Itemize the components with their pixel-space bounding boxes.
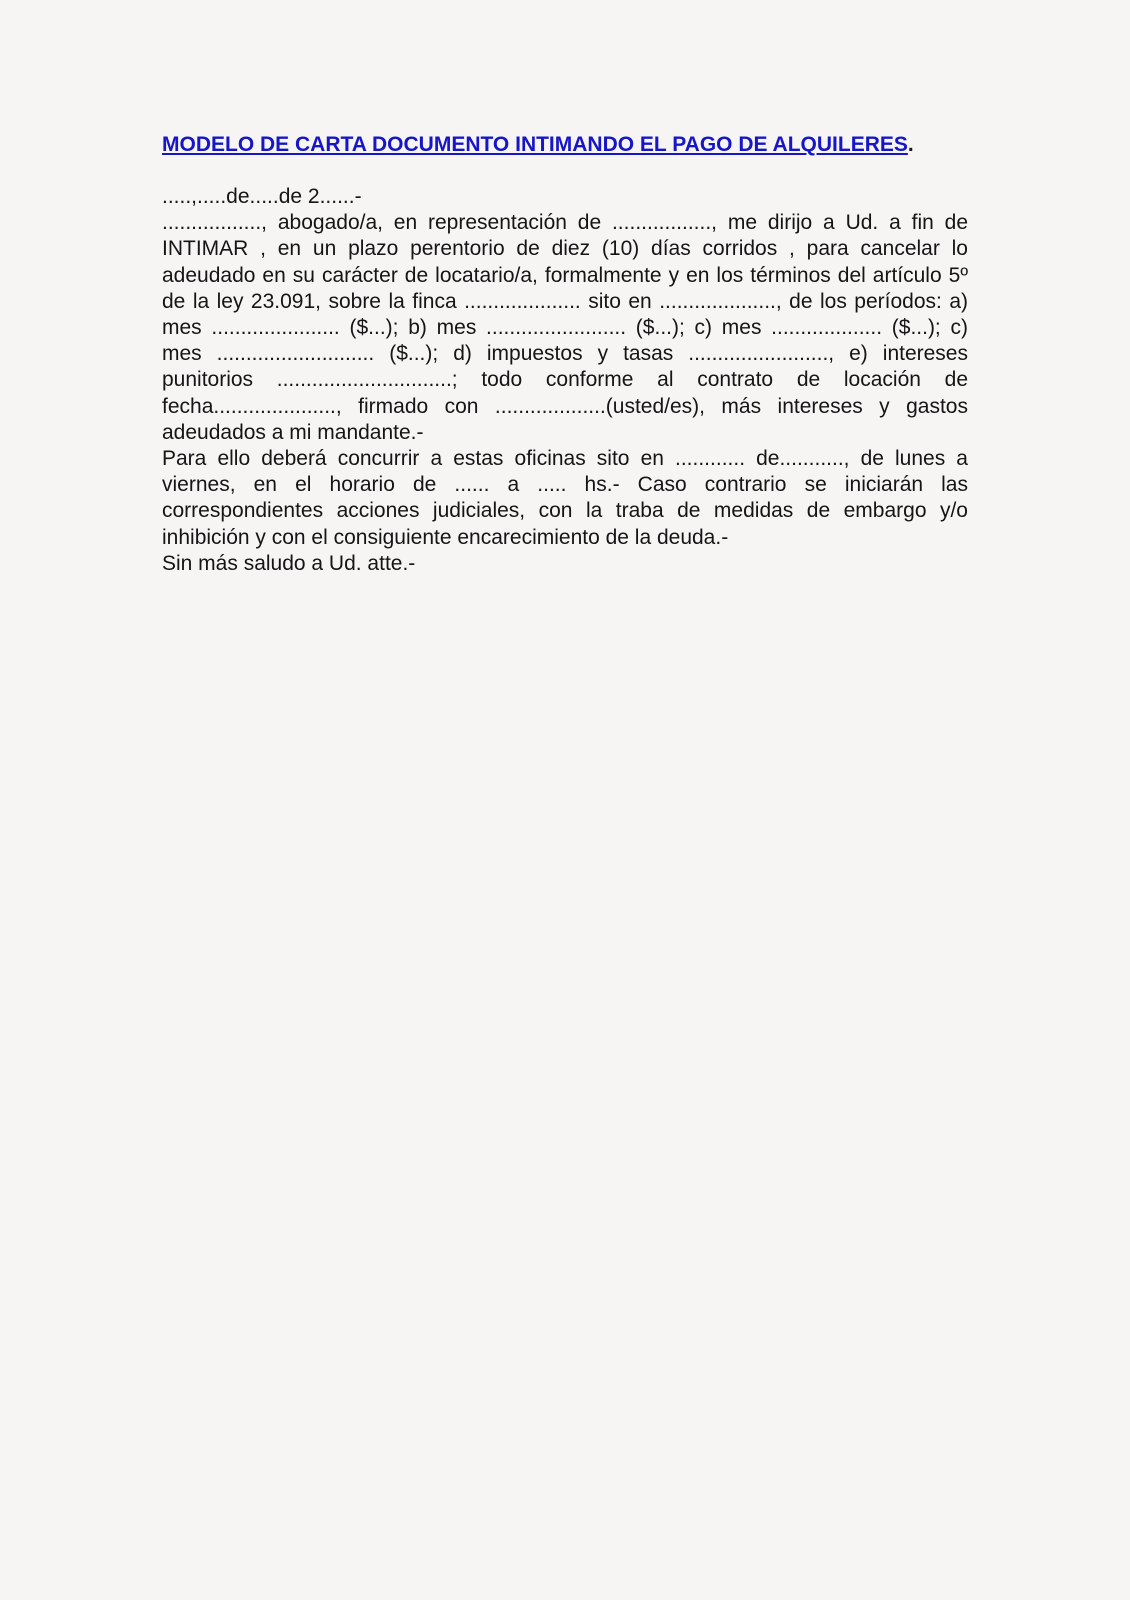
- instructions-paragraph: Para ello deberá concurrir a estas oficinas sito en ............ de..........., de lunes a viernes, en el horario de ...... a ..... hs.- Caso contrario se iniciarán las correspondientes acciones judiciales, con la traba de medidas de embargo y/o inhibición y con el consiguiente encarecimiento de la deuda.-: [162, 447, 968, 549]
- title-period: .: [907, 133, 914, 156]
- date-line: .....,.....de.....de 2......-: [162, 185, 362, 208]
- closing-line: Sin más saludo a Ud. atte.-: [162, 551, 416, 575]
- title-link[interactable]: MODELO DE CARTA DOCUMENTO INTIMANDO EL PAGO DE ALQUILERES: [162, 133, 908, 156]
- intimation-paragraph: ................., abogado/a, en representación de ................., me dirijo a Ud. a fin de INTIMAR , en un plazo perentorio de diez (10) días corridos , para cancelar lo adeudado en su carácter de locatario/a, formalmente y en los términos del artículo 5º de la ley 23.091, sobre la finca .................... sito en ...................., de los períodos: a) mes ...................... ($...); b) mes ........................ ($...); c) mes ................... ($...); c) mes ........................... ($...); d) impuestos y tasas ........................, e) intereses punitorios ..............................; todo conforme al contrato de locación de fecha....................., firmado con ...................(usted/es), más intereses y gastos adeudados a mi mandante.-: [162, 211, 968, 444]
- document-title: [162, 131, 968, 158]
- document-body: [162, 131, 968, 577]
